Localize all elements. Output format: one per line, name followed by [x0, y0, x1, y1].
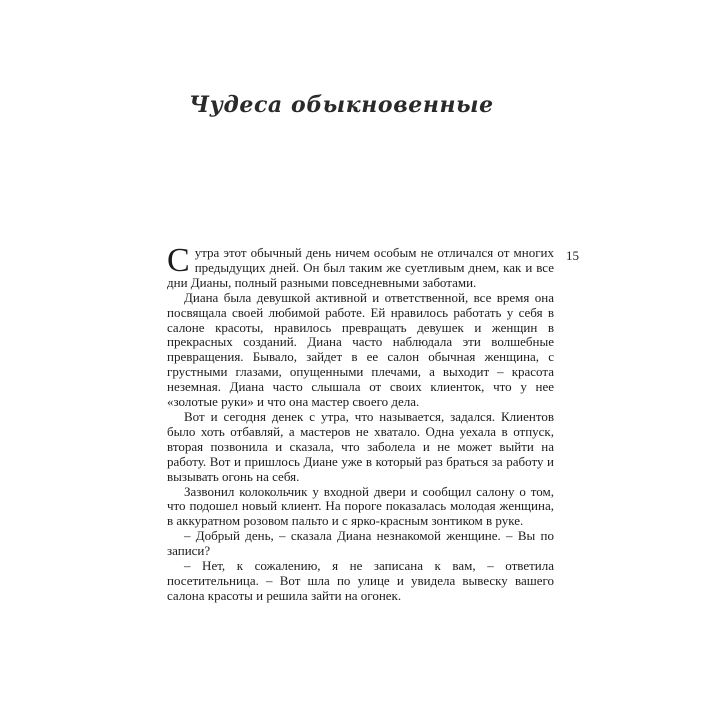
page-number: 15: [566, 248, 579, 263]
paragraph: [167, 242, 554, 291]
paragraph: – Добрый день, – сказала Диана незнакомой женщине. – Вы по записи?: [167, 528, 554, 559]
paragraph: Зазвонил колокольчик у входной двери и сообщил салону о том, что подошел новый клиент. На пороге показалась молодая женщина, в аккуратном розовом пальто и с ярко-красным зонтиком в руке.: [167, 483, 554, 529]
body-text: [167, 242, 554, 604]
paragraph: – Нет, к сожалению, я не записана к вам, – ответила посетительница. – Вот шла по улице и увидела вывеску вашего салона красоты и решила зайти на огонек.: [167, 558, 554, 603]
paragraph: Диана была девушкой активной и ответственной, все время она посвящала своей любимой работе. Ей нравилось работать у себя в салоне красоты, нравилось превращать девушек и женщин в прекрасных созданий. Диана часто наблюдала эти волшебные превращения. Бывало, зайдет в ее салон обычная женщина, с грустными глазами, опущенными плечами, а выходит – красота неземная. Диана часто слышала от своих клиенток, что у нее «золотые руки» и что она мастер своего дела.: [167, 289, 554, 410]
dropcap-letter: С: [167, 242, 190, 279]
chapter-title: Чудеса обыкновенные: [189, 92, 494, 118]
paragraph-text: утра этот обычный день ничем особым не отличался от многих предыдущих дней. Он был таким же суетливым днем, как и все дни Дианы, полный разными повседневными заботами.: [167, 245, 554, 290]
paragraph: Вот и сегодня денек с утра, что называется, задался. Клиентов было хоть отбавляй, а мастеров не хватало. Одна уехала в отпуск, вторая позвонила и сказала, что заболела и не может выйти на работу. Вот и пришлось Диане уже в который раз браться за работу и вызывать огонь на себя.: [167, 408, 554, 484]
